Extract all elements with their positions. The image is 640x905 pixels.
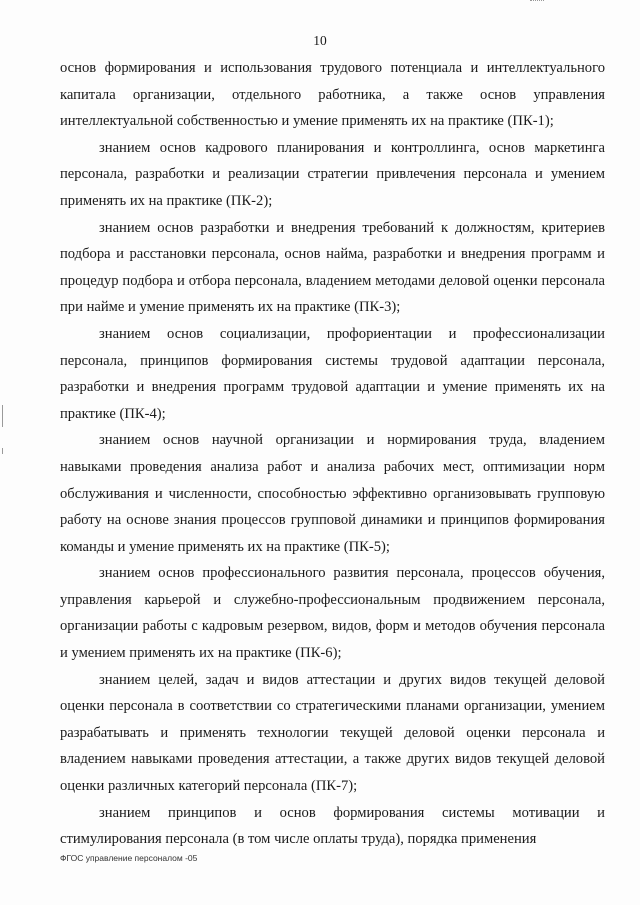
paragraph-pk-4: знанием основ социализации, профориентации и профессионализации персонала, принципов формирования системы трудовой адаптации персонала, разработки и внедрения программ трудовой адаптации и умение применять их на практике (ПК-4); (60, 325, 605, 422)
paragraph-pk-8: знанием принципов и основ формирования системы мотивации и стимулирования персонала (в том числе оплаты труда), порядка применения (60, 804, 605, 848)
paragraph-continuation: основ формирования и использования трудового потенциала и интеллектуального капитала организации, отдельного работника, а также основ управления интеллектуальной собственностью и умение применять их на практике (ПК-1); (60, 60, 605, 130)
paragraph-pk-6: знанием основ профессионального развития персонала, процессов обучения, управления карьерой и служебно-профессиональным продвижением персонала, организации работы с кадровым резервом, видов, форм и методов обучения персонала и умением применять их на практике (ПК-6); (60, 565, 605, 662)
paragraph-pk-3: знанием основ разработки и внедрения требований к должностям, критериев подбора и расстановки персонала, основ найма, разработки и внедрения программ и процедур подбора и отбора персонала, владением методами деловой оценки персонала при найме и умение применять их на практике (ПК-3); (60, 219, 605, 316)
paragraph-pk-7: знанием целей, задач и видов аттестации и других видов текущей деловой оценки персонала в соответствии со стратегическими планами организации, умением разрабатывать и применять технологии текущей деловой оценки персонала и владением навыками проведения аттестации, а также других видов текущей деловой оценки различных категорий персонала (ПК-7); (60, 671, 605, 795)
scan-artifact (2, 405, 3, 427)
scan-artifact (530, 0, 544, 4)
paragraph-pk-5: знанием основ научной организации и нормирования труда, владением навыками проведения анализа работ и анализа рабочих мест, оптимизации норм обслуживания и численности, способностью эффективно организовывать групповую работу на основе знания процессов групповой динамики и принципов формирования команды и умение применять их на практике (ПК-5); (60, 432, 605, 555)
scan-artifact (2, 448, 3, 454)
paragraph-pk-2: знанием основ кадрового планирования и контроллинга, основ маркетинга персонала, разработки и реализации стратегии привлечения персонала и умением применять их на практике (ПК-2); (60, 139, 605, 209)
page-number: 10 (313, 33, 327, 48)
footer-label: ФГОС управление персоналом -05 (60, 853, 198, 863)
document-body (60, 55, 605, 853)
